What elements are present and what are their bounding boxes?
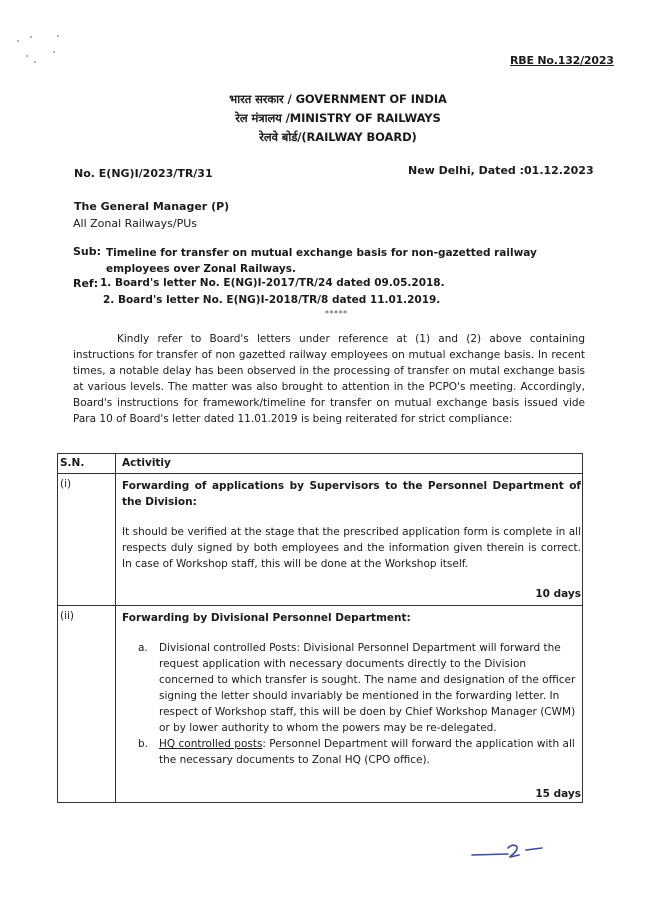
body-paragraph bbox=[73, 331, 585, 427]
activity-text: It should be verified at the stage that the prescribed application form is complete in all respects duly signed by both employees and the information given therein is correct. In case of Workshop staff, this will be done at the Workshop itself. bbox=[122, 526, 581, 570]
header-ministry: रेल मंत्रालय /MINISTRY OF RAILWAYS bbox=[235, 111, 441, 125]
subitem-lead: HQ controlled posts bbox=[159, 738, 263, 750]
scan-speck bbox=[30, 36, 32, 38]
row-sn bbox=[58, 606, 116, 803]
addressee-org: All Zonal Railways/PUs bbox=[73, 217, 198, 230]
row-sn bbox=[58, 474, 116, 606]
subject-text: Timeline for transfer on mutual exchange basis for non-gazetted railway employees over Zonal Railways. bbox=[106, 247, 537, 275]
table-row bbox=[58, 606, 583, 803]
activity-subitems bbox=[122, 640, 581, 768]
timeline-table bbox=[57, 453, 583, 803]
body-paragraph-text: Kindly refer to Board's letters under reference at (1) and (2) above containing instructions for transfer of non gazetted railway employees on mutual exchange basis. In recent times, a notable delay has been observed in the processing of transfer on mutal exchange basis at various levels. The matter was also brought to attention in the PCPO's meeting. Accordingly, Board's instructions for framework/timeline for transfer on mutual exchange basis issued vide Para 10 of Board's letter dated 11.01.2019 is being reiterated for strict compliance: bbox=[73, 333, 585, 425]
header-sn: S.N. bbox=[58, 454, 116, 474]
scan-speck bbox=[26, 55, 28, 57]
activity-days: 15 days bbox=[535, 788, 581, 800]
subitem-text: Divisional controlled Posts: Divisional Personnel Department will forward the request application with necessary documents directly to the Division concerned to which transfer is sought. The name and designation of the officer signing the letter should invariably be mentioned in the forwarding letter. In respect of Workshop staff, this will be doen by Chief Workshop Manager (CWM) or by lower authority to whom the powers may be re-delegated. bbox=[159, 642, 576, 734]
header-government: भारत सरकार / GOVERNMENT OF INDIA bbox=[229, 92, 447, 106]
subitem bbox=[122, 640, 581, 736]
place-date: New Delhi, Dated :01.12.2023 bbox=[408, 164, 594, 177]
reference-item: 1. Board's letter No. E(NG)I-2017/TR/24 dated 09.05.2018. bbox=[100, 277, 445, 289]
subitem-marker: b. bbox=[138, 738, 149, 750]
row-activity bbox=[116, 474, 583, 606]
subitem-marker: a. bbox=[138, 642, 148, 654]
row-sn-value: (ii) bbox=[60, 610, 75, 622]
subject-label: Sub: bbox=[73, 245, 102, 258]
scan-speck bbox=[53, 51, 55, 53]
reference-item: 2. Board's letter No. E(NG)I-2018/TR/8 dated 11.01.2019. bbox=[103, 294, 441, 306]
reference-label: Ref: bbox=[73, 277, 99, 290]
activity-days: 10 days bbox=[535, 588, 581, 600]
row-activity bbox=[116, 606, 583, 803]
addressee-title: The General Manager (P) bbox=[74, 200, 230, 213]
header-board: रेलवे बोर्ड/(RAILWAY BOARD) bbox=[259, 130, 417, 144]
scan-speck bbox=[57, 35, 59, 37]
table-row bbox=[58, 474, 583, 606]
handwritten-page-number-icon bbox=[470, 843, 560, 873]
separator: ***** bbox=[325, 309, 348, 318]
header-activity: Activitiy bbox=[116, 454, 583, 474]
activity-title: Forwarding by Divisional Personnel Department: bbox=[122, 612, 411, 624]
row-sn-value: (i) bbox=[60, 478, 72, 490]
subitem-text: : Personnel Department will forward the application with all the necessary documents to Zonal HQ (CPO office). bbox=[159, 738, 575, 766]
scan-speck bbox=[17, 40, 19, 42]
letter-number: No. E(NG)I/2023/TR/31 bbox=[74, 167, 213, 180]
table-header-row bbox=[58, 454, 583, 474]
scan-speck bbox=[34, 61, 36, 63]
subitem bbox=[122, 736, 581, 768]
rbe-number: RBE No.132/2023 bbox=[510, 54, 614, 67]
activity-title: Forwarding of applications by Supervisors to the Personnel Department of the Division: bbox=[122, 480, 581, 508]
